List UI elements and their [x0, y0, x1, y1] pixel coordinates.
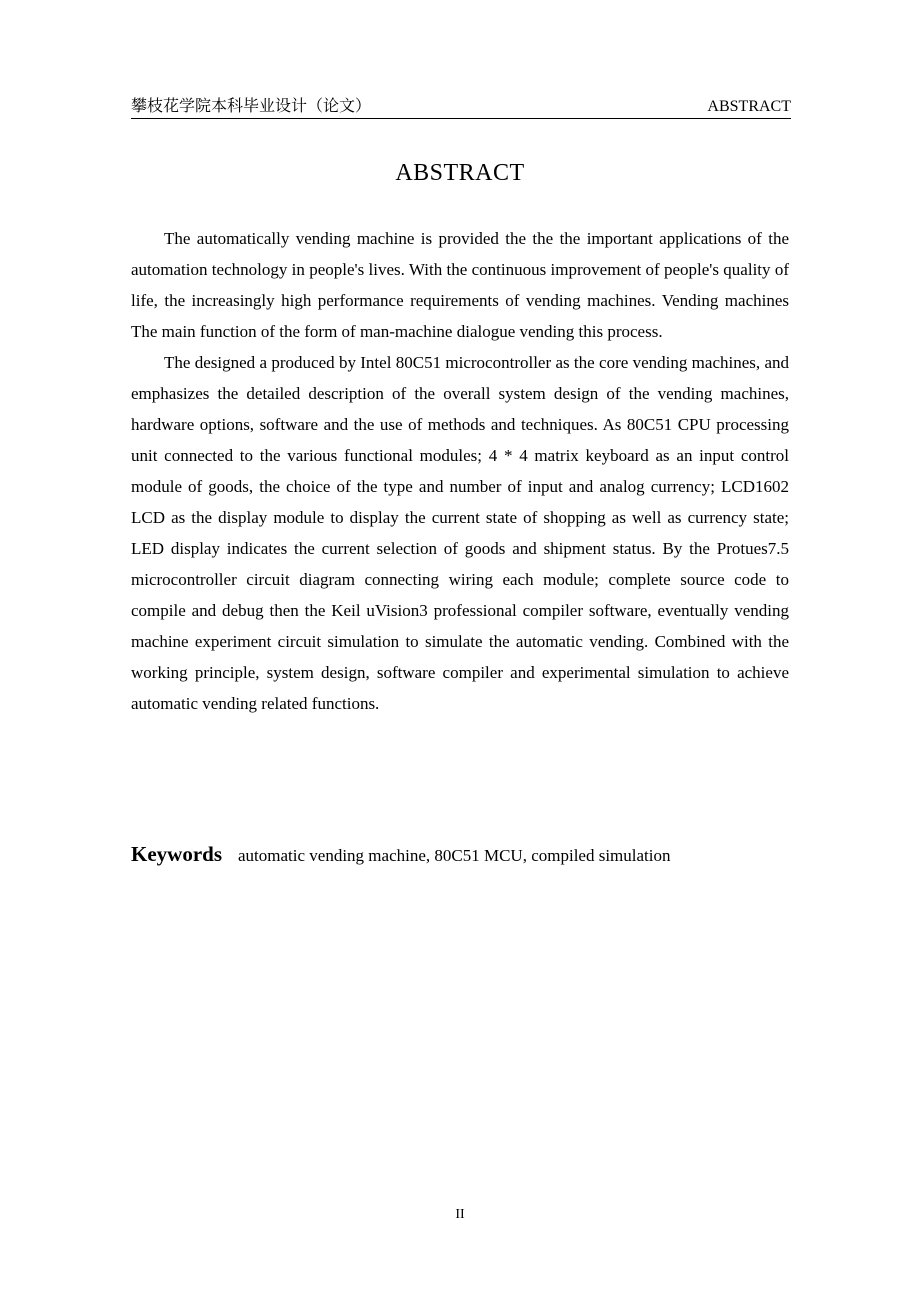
page-number: II [455, 1207, 465, 1222]
keywords-label: Keywords [131, 842, 222, 866]
header-institution-title: 攀枝花学院本科毕业设计（论文） [131, 96, 372, 115]
page-title: ABSTRACT [395, 160, 525, 186]
keywords-line [131, 839, 791, 872]
header-section-title: ABSTRACT [707, 98, 791, 115]
keywords-text: automatic vending machine, 80C51 MCU, compiled simulation [238, 846, 671, 865]
page-header [131, 96, 791, 119]
abstract-body [131, 223, 789, 719]
abstract-paragraph-1: The automatically vending machine is provided the the the important applications of the automation technology in people's lives. With the continuous improvement of people's quality of life, the increasingly high performance requirements of vending machines. Vending machines The main function of the form of man-machine dialogue vending this process. [131, 229, 789, 341]
abstract-paragraph-2: The designed a produced by Intel 80C51 microcontroller as the core vending machines, and emphasizes the detailed description of the overall system design of the vending machines, hardware options, software and the use of methods and techniques. As 80C51 CPU processing unit connected to the various functional modules; 4 * 4 matrix keyboard as an input control module of goods, the choice of the type and number of input and analog currency; LCD1602 LCD as the display module to display the current state of shopping as well as currency state; LED display indicates the current selection of goods and shipment status. By the Protues7.5 microcontroller circuit diagram connecting wiring each module; complete source code to compile and debug then the Keil uVision3 professional compiler software, eventually vending machine experiment circuit simulation to simulate the automatic vending. Combined with the working principle, system design, software compiler and experimental simulation to achieve automatic vending related functions. [131, 353, 789, 713]
